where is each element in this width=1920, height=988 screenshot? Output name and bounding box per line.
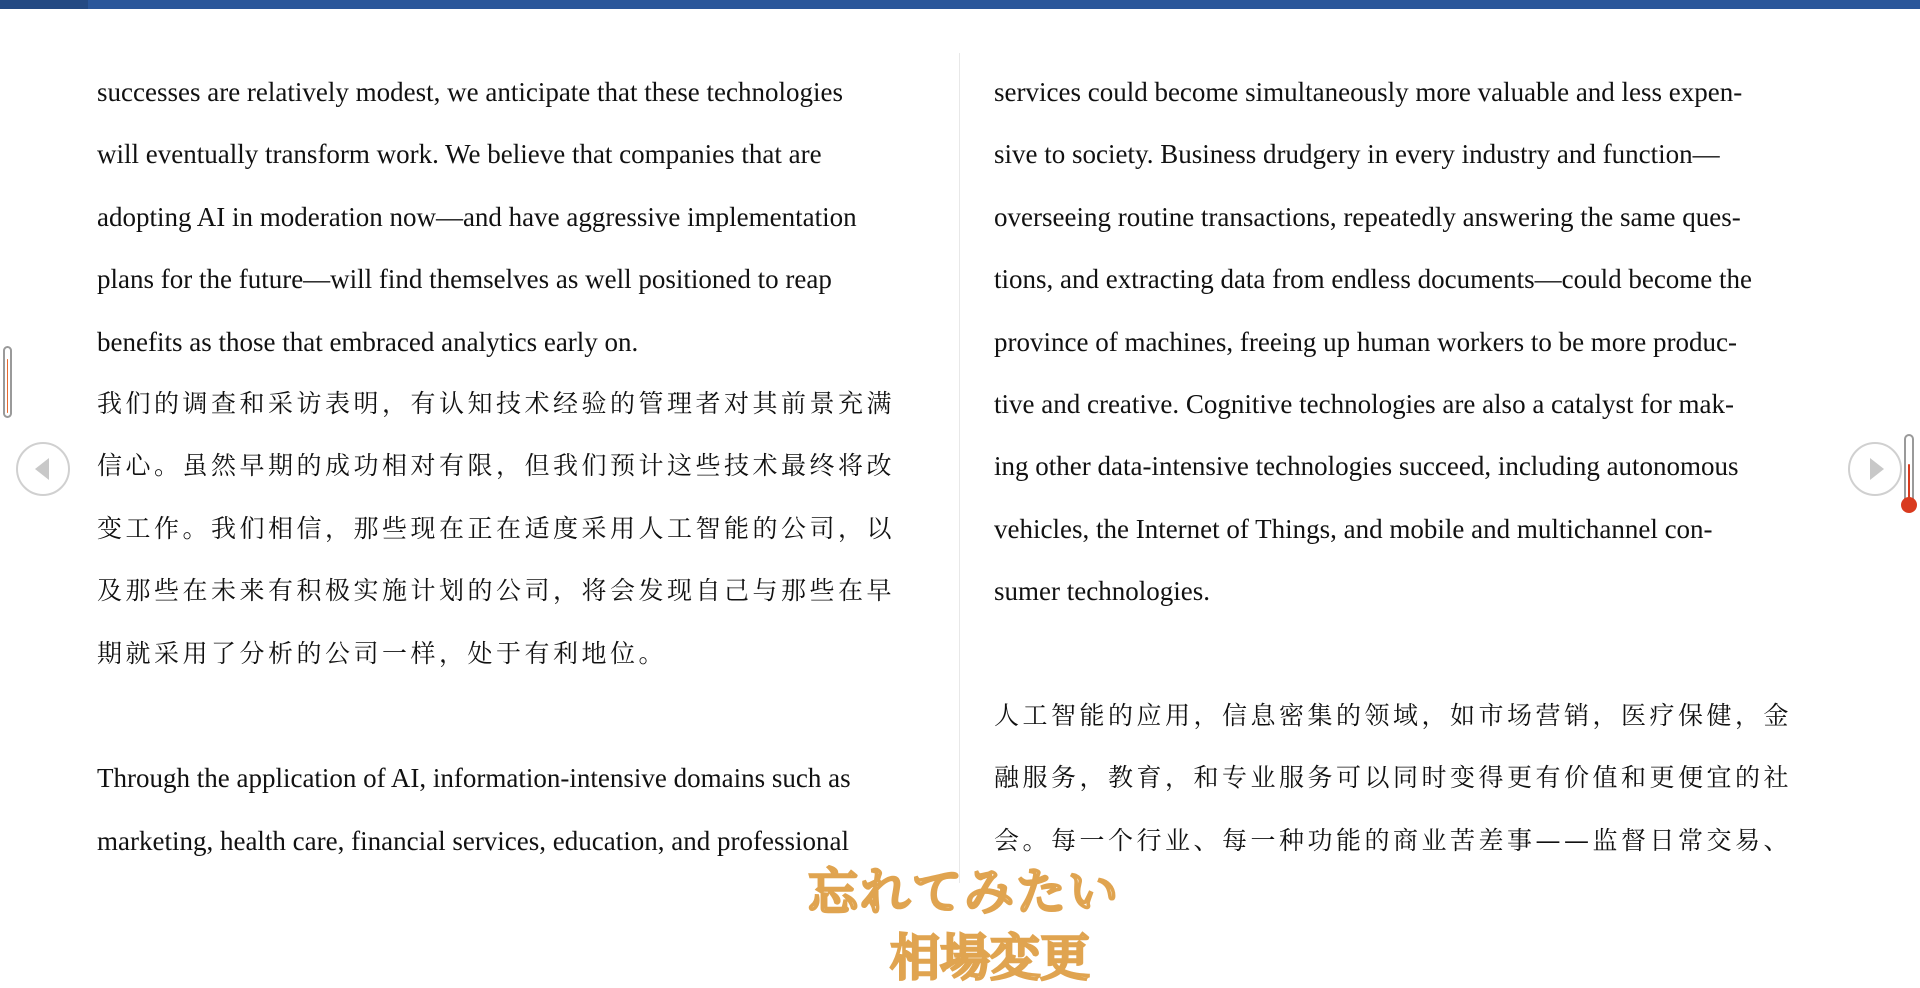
left-paragraph-zh-1: 我们的调查和采访表明，有认知技术经验的管理者对其前景充满 信心。虽然早期的成功相对有限，但我们预计这些技术最终将改 变工作。我们相信，那些现在正在适度采用人工智能的公司，以 及那些在未来有积极实施计划的公司，将会发现自己与那些在早 期就采用了分析的公司一样，处于有利地位。 <box>97 389 896 668</box>
chevron-left-icon <box>35 458 49 480</box>
paragraph-gap <box>97 685 927 747</box>
reader-page <box>0 9 1920 943</box>
left-paragraph-en-1: successes are relatively modest, we anticipate that these technologies will eventually transform work. We believe that companies that are adopting AI in moderation now—and have aggressive implementation plans for the future—will find themselves as well positioned to reap benefits as those that embraced analytics early on. <box>97 77 857 357</box>
left-column <box>97 61 927 872</box>
right-paragraph-en-1: services could become simultaneously more valuable and less expen- sive to society. Business drudgery in every industry and function— overseeing routine transactions, repeatedly answering the same ques- tions, and extracting data from endless documents—could become the province of machines, freeing up human workers to be more produc- tive and creative. Cognitive technologies are also a catalyst for mak- ing other data-intensive technologies succeed, including autonomous vehicles, the Internet of Things, and mobile and multichannel con- sumer technologies. <box>994 77 1753 607</box>
previous-page-button[interactable] <box>16 442 70 496</box>
right-paragraph-zh-1: 人工智能的应用，信息密集的领域，如市场营销，医疗保健，金 融服务，教育，和专业服务可以同时变得更有价值和更便宜的社 会。每一个行业、每一种功能的商业苦差事——监督日常交易、 <box>994 701 1793 855</box>
right-column <box>994 61 1824 872</box>
left-paragraph-en-2: Through the application of AI, information-intensive domains such as marketing, health care, financial services, education, and professional <box>97 763 851 856</box>
next-page-button[interactable] <box>1848 442 1902 496</box>
left-progress-indicator[interactable] <box>3 346 12 418</box>
column-divider <box>959 53 960 883</box>
right-progress-bulb <box>1901 497 1917 513</box>
left-progress-fill <box>7 359 8 413</box>
overlay-caption-line2: 相場変更 <box>890 929 1090 987</box>
chevron-right-icon <box>1870 458 1884 480</box>
window-top-bar <box>0 0 1920 9</box>
top-bar-tab[interactable] <box>0 0 88 9</box>
overlay-caption-line1: 忘れてみたい <box>808 863 1120 921</box>
paragraph-gap <box>994 623 1824 685</box>
